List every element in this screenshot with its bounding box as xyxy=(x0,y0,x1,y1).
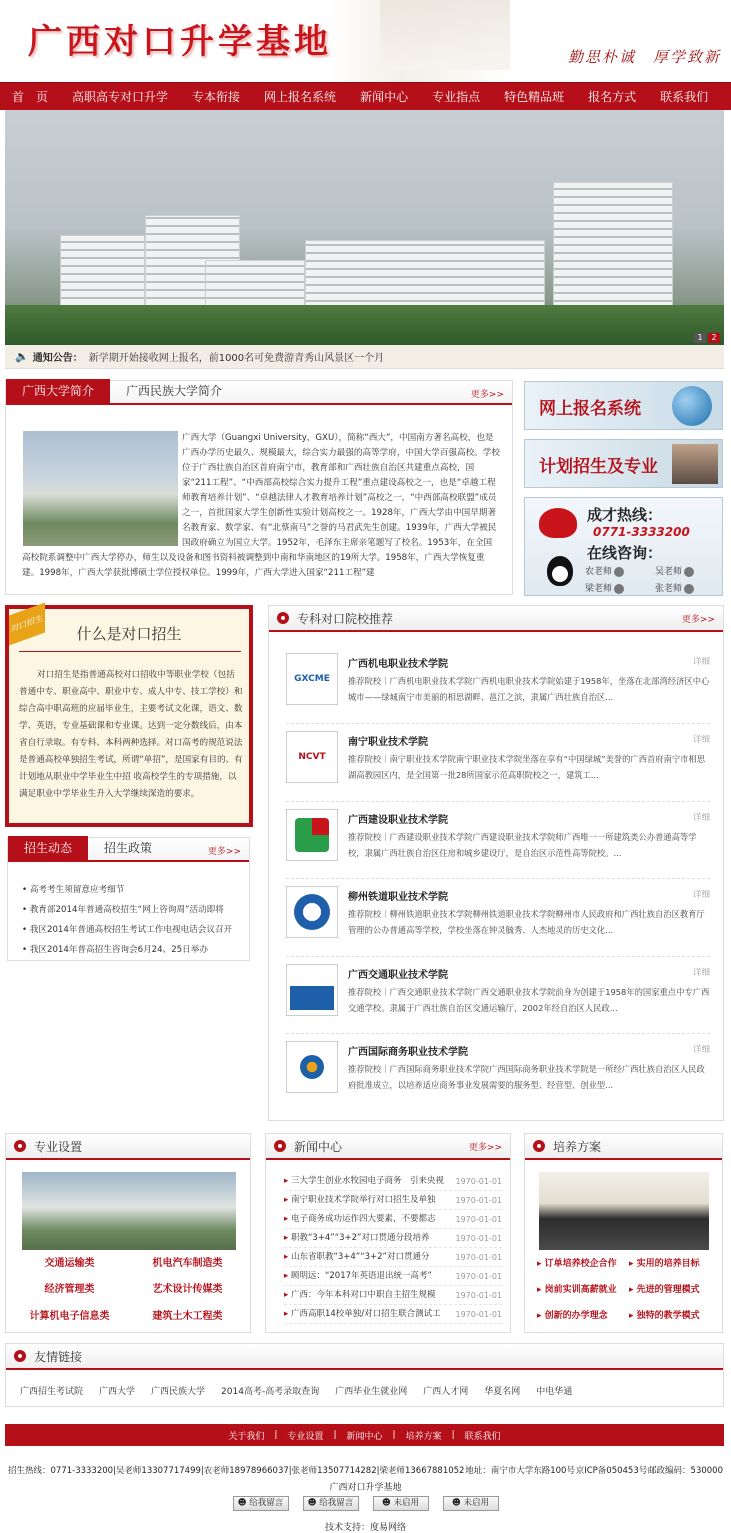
friend-link[interactable]: 华夏名网 xyxy=(484,1387,521,1397)
friend-link[interactable]: 2014高考-高考录取查询 xyxy=(221,1387,320,1397)
news-item[interactable] xyxy=(284,1229,502,1248)
button-label: 给我留言 xyxy=(319,1498,354,1508)
news-item-title: ▸ 三大学生创业水牧园电子商务 引来央视 xyxy=(284,1172,444,1190)
intro-tabs xyxy=(6,381,512,405)
links-row xyxy=(20,1384,572,1397)
friend-link[interactable]: 广西毕业生就业网 xyxy=(335,1387,408,1397)
nav-online-signup[interactable]: 网上报名系统 xyxy=(264,89,337,104)
footer-plan[interactable]: 培养方案 xyxy=(405,1431,442,1442)
college-logo xyxy=(286,1041,338,1093)
plan-item[interactable]: ▸ 实用的培养目标 xyxy=(629,1259,700,1269)
links-title: 友情链接 xyxy=(34,1349,83,1364)
plan-item-text: 订单培养校企合作 xyxy=(544,1259,617,1269)
news-item-title: ▸ 广西高职14校单独/对口招生联合测试工 xyxy=(284,1305,441,1323)
separator: | xyxy=(274,1430,278,1440)
links-header xyxy=(6,1344,723,1370)
major-mechatronics[interactable]: 机电汽车制造类 xyxy=(152,1258,223,1269)
hotline-number: 0771-3333200 xyxy=(593,525,690,539)
button-label: 未启用 xyxy=(463,1498,490,1508)
nav-news[interactable]: 新闻中心 xyxy=(360,89,409,104)
news-item-date: 1970-01-01 xyxy=(455,1253,502,1262)
nav-special-class[interactable]: 特色精品班 xyxy=(504,89,565,104)
tab-enroll-news[interactable]: 招生动态 xyxy=(8,836,88,860)
footer-info xyxy=(8,1464,723,1476)
colleges-more-link[interactable]: 更多>> xyxy=(681,615,715,625)
colleges-header xyxy=(269,606,723,632)
major-art-design[interactable]: 艺术设计传媒类 xyxy=(152,1284,223,1295)
hotline-box xyxy=(524,497,723,596)
majors-box xyxy=(5,1133,251,1333)
qq-icon xyxy=(684,584,694,594)
college-logo xyxy=(286,886,338,938)
news-item-date: 1970-01-01 xyxy=(455,1177,502,1186)
college-item[interactable] xyxy=(286,731,710,797)
list-item-text: 我区2014年普高招生咨询会6月24、25日举办 xyxy=(29,945,208,955)
plan-item-text: 独特的教学模式 xyxy=(636,1311,700,1321)
colleges-title: 专科对口院校推荐 xyxy=(297,611,394,626)
notice-text[interactable]: 新学期开始接收网上报名，前1000名可免费游青秀山风景区一个月 xyxy=(88,353,385,364)
person-icon: ☻ xyxy=(381,1498,391,1508)
tab-gxun-intro[interactable]: 广西民族大学简介 xyxy=(126,384,223,398)
college-logo xyxy=(286,964,338,1016)
list-item[interactable] xyxy=(22,940,232,960)
college-name[interactable]: 广西建设职业技术学院 xyxy=(348,815,448,826)
enrollment-plan-ad-text: 计划招生及专业 xyxy=(539,457,658,477)
college-desc: 推荐院校｜广西建设职业技术学院广西建设职业技术学院师广西唯一一所建筑类公办普通高等学校，隶属广西壮族自治区住房和城乡建设厅，是自治区示范性高等院校。... xyxy=(348,832,697,858)
college-desc: 推荐院校｜南宁职业技术学院南宁职业技术学院坐落在享有“中国绿城”美誉的广西首府南宁市相思湖高教园区内，是全国第一批28所国家示范高职院校之一，建筑工... xyxy=(348,754,706,780)
divider xyxy=(286,878,710,879)
main-nav xyxy=(0,82,731,110)
college-logo xyxy=(286,809,338,861)
section-bullet-icon xyxy=(277,612,289,624)
college-name[interactable]: 柳州铁道职业技术学院 xyxy=(348,892,448,903)
college-desc: 推荐院校｜广西交通职业技术学院广西交通职业技术学院前身为创建于1958年的国家重点中专广西交通学校。隶属于广西壮族自治区交通运输厅，2002年经自治区人民政... xyxy=(348,987,710,1013)
person-icon: ☻ xyxy=(451,1498,461,1508)
message-button[interactable] xyxy=(233,1496,289,1511)
header-building-image xyxy=(380,0,510,70)
list-item-text: 我区2014年普通高校招生考试工作电视电话会议召开 xyxy=(29,925,233,935)
whatis-tag: 对口招生 xyxy=(9,602,45,645)
person-icon: ☻ xyxy=(237,1498,247,1508)
slogan: 勤思朴诚 厚学致新 xyxy=(567,48,721,66)
footer-nav xyxy=(5,1424,724,1446)
button-label: 未启用 xyxy=(393,1498,420,1508)
footer-news[interactable]: 新闻中心 xyxy=(346,1431,383,1442)
campus-banner[interactable] xyxy=(5,110,724,345)
banner-dot-1[interactable]: 1 xyxy=(694,333,706,343)
plan-item[interactable]: ▸ 岗前实训高薪就业 xyxy=(537,1285,617,1295)
news-item[interactable] xyxy=(284,1248,502,1267)
college-logo-mark xyxy=(295,818,329,852)
college-detail-link[interactable]: 详细 xyxy=(692,968,710,978)
footer-site-name: 广西对口升学基地 xyxy=(329,1483,402,1493)
college-name[interactable]: 南宁职业技术学院 xyxy=(348,737,428,748)
whatis-title: 什么是对口招生 xyxy=(76,625,182,643)
intro-body: 广西大学（Guangxi University，GXU），简称“西大”，中国南方著名高校，也是广西办学历史最久、规模最大，综合实力最强的高等学府，中国大学百强高校。学校位于广西壮族自治区首府南宁市，教育部和广西壮族自治区共建重点高校，国家“211工程”、“中西部高校综合实力提升工程”重点建设高校之一，也是“卓越工程师教育培养计划”、“卓越法律人才教育培养计划”高校之一，“中西部高校联盟”成员之一，首批国家大学生创新性实验计划高校之一。1928年，广西大学由中国早期著名教育家、数学家、有“北蔡南马”之誉的马君武先生创建。1939年，广西大学被民国政府确立为国立大学。1952年，毛泽东主席亲笔题写了校名。1953年，在全国高校院系调整中广西大学停办，师生以及设备和图书资料被调整到中南和华南地区的19所大学。1958年，广西大学恢复重建。1998年，广西大学获批博硕士学位授权单位。1999年，广西大学进入国家“211工程”建 xyxy=(22,433,500,578)
dyn-tabs xyxy=(8,838,249,862)
qq-penguin-icon xyxy=(547,556,573,586)
dyn-more-link[interactable]: 更多>> xyxy=(207,847,241,857)
tab-gxu-intro[interactable]: 广西大学简介 xyxy=(6,379,110,403)
classroom-image xyxy=(539,1172,709,1250)
footer-icp: 京ICP备050453号 xyxy=(575,1466,648,1476)
person-icon: ☻ xyxy=(307,1498,317,1508)
college-detail-link[interactable]: 详细 xyxy=(692,657,710,667)
teacher-name: 梁老师 xyxy=(585,584,613,594)
news-item-title: ▸ 南宁职业技术学院举行对口招生及单独 xyxy=(284,1191,435,1209)
what-is-box xyxy=(5,605,253,827)
whatis-text: 对口招生是指普通高校对口招收中等职业学校（包括普通中专、职业高中、职业中专、成人中专、技工学校）和综合高中职高班的应届毕业生，主要考试文化课，语文、数学、英语，专业基础课和专业课。达到一定分数线后，由本省自行录取。有专科、本科两种选择。对口高考的规范说法是普通高校单独招生考试，所谓“单招”，是国家有目的、有计划地从职业中学毕业生中招 收高校学生的专项措施，以满足职业中学毕业生升入大学继续深造的要求。 xyxy=(19,670,243,799)
online-signup-ad-text: 网上报名系统 xyxy=(539,399,641,419)
divider xyxy=(286,1033,710,1034)
notice-bar xyxy=(5,345,724,369)
site-title: 广西对口升学基地 xyxy=(28,22,332,62)
friend-link[interactable]: 广西大学 xyxy=(99,1387,136,1397)
separator: | xyxy=(392,1430,396,1440)
college-logo xyxy=(286,731,338,783)
news-item-title: ▸ 职教“3+4”“3+2”对口贯通分段培养 xyxy=(284,1229,429,1247)
separator: | xyxy=(451,1430,455,1440)
nav-bridge[interactable]: 专本衔接 xyxy=(192,89,241,104)
banner-pager xyxy=(694,333,720,343)
major-economics[interactable]: 经济管理类 xyxy=(44,1284,95,1295)
friend-link[interactable]: 广西招生考试院 xyxy=(20,1387,84,1397)
friend-link[interactable]: 广西人才网 xyxy=(423,1387,469,1397)
plan-item[interactable]: ▸ 先进的管理模式 xyxy=(629,1285,700,1295)
college-name[interactable]: 广西交通职业技术学院 xyxy=(348,970,448,981)
news-item-date: 1970-01-01 xyxy=(455,1215,502,1224)
footer-majors[interactable]: 专业设置 xyxy=(287,1431,324,1442)
majors-title: 专业设置 xyxy=(34,1139,83,1154)
intro-more-link[interactable]: 更多>> xyxy=(470,390,504,400)
news-list xyxy=(284,1172,502,1324)
qq-icon xyxy=(614,567,624,577)
college-name[interactable]: 广西国际商务职业技术学院 xyxy=(348,1047,468,1058)
college-logo-text: GXCME xyxy=(294,674,330,684)
message-button[interactable] xyxy=(303,1496,359,1511)
section-bullet-icon xyxy=(14,1140,26,1152)
teacher-name: 吴老师 xyxy=(655,567,683,577)
consult-label: 在线咨询： xyxy=(587,544,663,562)
divider xyxy=(19,651,241,652)
divider xyxy=(286,956,710,957)
enrollment-news-box xyxy=(7,837,250,961)
teacher-liang-qq[interactable] xyxy=(585,581,624,594)
news-item[interactable] xyxy=(284,1191,502,1210)
university-intro xyxy=(5,380,513,595)
news-item-date: 1970-01-01 xyxy=(455,1291,502,1300)
list-item[interactable] xyxy=(22,880,232,900)
news-item[interactable] xyxy=(284,1267,502,1286)
intro-float-spacer xyxy=(22,431,182,549)
section-bullet-icon xyxy=(14,1350,26,1362)
college-desc: 推荐院校｜广西国际商务职业技术学院广西国际商务职业技术学院是一所经广西壮族自治区人民政府批准成立，以培养适应商务事业发展需要的服务型、经营型、创业型... xyxy=(348,1064,705,1090)
divider xyxy=(286,723,710,724)
qq-icon xyxy=(614,584,624,594)
college-item[interactable] xyxy=(286,809,710,875)
footer-buttons xyxy=(0,1496,731,1511)
teacher-wu-qq[interactable] xyxy=(655,564,694,577)
college-desc: 推荐院校｜柳州铁道职业技术学院柳州铁道职业技术学院柳州市人民政府和广西壮族自治区教育厅管理的公办普通高等学校，学校坐落在钟灵毓秀、人杰地灵的历史文化... xyxy=(348,909,705,935)
qq-icon xyxy=(684,567,694,577)
college-logo-text: NCVT xyxy=(298,752,326,762)
college-logo-mark xyxy=(300,1055,324,1079)
plan-item-text: 创新的办学理念 xyxy=(544,1311,608,1321)
nav-major-guide[interactable]: 专业指点 xyxy=(432,89,481,104)
nav-home[interactable]: 首 页 xyxy=(12,89,49,104)
list-item-text: 高考考生须留意应考细节 xyxy=(29,885,125,895)
footer-postcode: 邮政编码：530000 xyxy=(648,1466,723,1476)
speaker-icon: 🔈 xyxy=(15,350,29,363)
teacher-zhang-qq[interactable] xyxy=(655,581,694,594)
news-item-date: 1970-01-01 xyxy=(455,1196,502,1205)
news-item-date: 1970-01-01 xyxy=(455,1272,502,1281)
teacher-name: 农老师 xyxy=(585,567,613,577)
major-computer[interactable]: 计算机电子信息类 xyxy=(29,1311,110,1322)
news-item[interactable] xyxy=(284,1305,502,1324)
college-detail-link[interactable]: 详细 xyxy=(692,890,710,900)
list-item[interactable] xyxy=(22,920,232,940)
globe-icon xyxy=(672,386,712,426)
major-construction[interactable]: 建筑土木工程类 xyxy=(152,1311,223,1322)
college-item[interactable] xyxy=(286,964,710,1030)
button-label: 给我留言 xyxy=(249,1498,284,1508)
plan-item[interactable]: ▸ 订单培养校企合作 xyxy=(537,1259,617,1269)
footer-address: 地址：南宁市大学东路100号 xyxy=(465,1466,575,1476)
friend-link[interactable]: 广西民族大学 xyxy=(151,1387,206,1397)
news-box xyxy=(265,1133,511,1333)
plan-item-text: 先进的管理模式 xyxy=(636,1285,700,1295)
college-detail-link[interactable]: 详细 xyxy=(692,735,710,745)
header xyxy=(0,0,731,82)
news-item-date: 1970-01-01 xyxy=(455,1310,502,1319)
news-item-date: 1970-01-01 xyxy=(455,1234,502,1243)
section-bullet-icon xyxy=(274,1140,286,1152)
college-detail-link[interactable]: 详细 xyxy=(692,813,710,823)
banner-dot-2[interactable]: 2 xyxy=(708,333,720,343)
banner-trees xyxy=(5,305,724,345)
news-item[interactable] xyxy=(284,1286,502,1305)
list-item[interactable] xyxy=(22,900,232,920)
footer-contact-phones: 招生热线：0771-3333200|吴老师13307717499|农老师18978966037|张老师13507714282|梁老师13667881052 xyxy=(8,1466,465,1476)
majors-campus-image xyxy=(22,1172,236,1250)
college-item[interactable] xyxy=(286,653,710,719)
teacher-nong-qq[interactable] xyxy=(585,564,624,577)
plan-item-text: 实用的培养目标 xyxy=(636,1259,700,1269)
news-title: 新闻中心 xyxy=(294,1139,343,1154)
plan-item[interactable]: ▸ 独特的教学模式 xyxy=(629,1311,700,1321)
news-item[interactable] xyxy=(284,1210,502,1229)
nav-signup-method[interactable]: 报名方式 xyxy=(588,89,637,104)
friend-link[interactable]: 中电华通 xyxy=(536,1387,573,1397)
college-desc: 推荐院校｜广西机电职业技术学院广西机电职业技术学院始建于1958年，坐落在北部湾经济区中心城市——绿城南宁市美丽的相思湖畔、邕江之滨，隶属广西壮族自治区... xyxy=(348,676,710,702)
dyn-list xyxy=(22,880,232,960)
training-plan-box xyxy=(524,1133,723,1333)
teacher-name: 张老师 xyxy=(655,584,683,594)
divider xyxy=(286,801,710,802)
college-name[interactable]: 广西机电职业技术学院 xyxy=(348,659,448,670)
news-header xyxy=(266,1134,510,1160)
colleges-box xyxy=(268,605,724,1121)
news-item-title: ▸ 顾明远：“2017年英语退出统一高考” xyxy=(284,1267,432,1285)
nav-contact[interactable]: 联系我们 xyxy=(660,89,709,104)
students-photo xyxy=(672,444,718,484)
footer-about[interactable]: 关于我们 xyxy=(228,1431,265,1442)
disabled-button[interactable] xyxy=(443,1496,499,1511)
tab-enroll-policy[interactable]: 招生政策 xyxy=(104,841,153,855)
online-signup-ad[interactable] xyxy=(524,381,723,430)
disabled-button[interactable] xyxy=(373,1496,429,1511)
footer-tech-support: 技术支持：度易网络 xyxy=(324,1523,406,1533)
news-item-title: ▸ 电子商务成功运作四大要素，不要都志 xyxy=(284,1210,435,1228)
news-item-title: ▸ 山东省职教“3+4”“3+2”对口贯通分 xyxy=(284,1248,429,1266)
plan-title: 培养方案 xyxy=(553,1139,602,1154)
majors-header xyxy=(6,1134,250,1160)
banner-building xyxy=(553,182,673,317)
notice-label: 通知公告： xyxy=(32,353,83,364)
enrollment-plan-ad[interactable] xyxy=(524,439,723,488)
footer-contact[interactable]: 联系我们 xyxy=(464,1431,501,1442)
section-bullet-icon xyxy=(533,1140,545,1152)
nav-vocational[interactable]: 高职高专对口升学 xyxy=(72,89,169,104)
list-item-text: 教育部2014年普通高校招生“网上咨询周”活动即将 xyxy=(29,905,224,915)
plan-item-text: 岗前实训高薪就业 xyxy=(544,1285,617,1295)
college-logo xyxy=(286,653,338,705)
separator: | xyxy=(333,1430,337,1440)
college-detail-link[interactable]: 详细 xyxy=(692,1045,710,1055)
news-more-link[interactable]: 更多>> xyxy=(468,1143,502,1153)
college-item[interactable] xyxy=(286,886,710,952)
major-transport[interactable]: 交通运输类 xyxy=(44,1258,95,1269)
college-item[interactable] xyxy=(286,1041,710,1107)
college-logo-mark xyxy=(290,970,334,1010)
friend-links-box xyxy=(5,1343,724,1407)
intro-text xyxy=(22,431,500,581)
news-item[interactable] xyxy=(284,1172,502,1191)
phone-icon xyxy=(539,508,577,538)
news-item-title: ▸ 广西：今年本科对口中职自主招生规模 xyxy=(284,1286,435,1304)
plan-item[interactable]: ▸ 创新的办学理念 xyxy=(537,1311,608,1321)
hotline-label: 成才热线： xyxy=(587,506,663,524)
college-logo-mark xyxy=(294,894,330,930)
plan-header xyxy=(525,1134,722,1160)
